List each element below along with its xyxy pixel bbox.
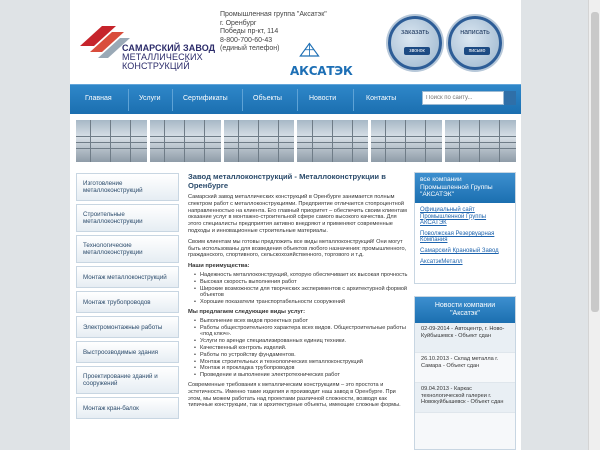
sidebar-item-design[interactable]: Проектирование зданий и сооружений [76, 366, 179, 394]
news-box [414, 296, 516, 450]
advantages-list [188, 272, 410, 306]
aksatek-brand: АКСАТЭК [290, 64, 353, 78]
list-item: • Качественный контроль изделий. [200, 345, 410, 352]
page-scrollbar[interactable] [588, 0, 600, 450]
list-item: • Проведение и выполнение электротехнических работ [200, 372, 410, 379]
list-item: • Хорошие показатели транспортабельности сооружений [200, 299, 410, 306]
photo-2[interactable] [150, 120, 221, 162]
news-heading: Новости компании "Аксатэк" [415, 297, 515, 323]
news-item[interactable]: 26.10.2013 - Склад металла г. Самара - Объект сдан [415, 353, 515, 383]
list-item: • Работы по устройству фундаментов. [200, 352, 410, 359]
sidebar-item-quick-buildings[interactable]: Выстроозводимые здания [76, 341, 179, 363]
news-item[interactable]: 09.04.2013 - Каркас технологической галереи г. Новокуйбышевск - Объект сдан [415, 383, 515, 413]
list-item: • Выполнение всех видов проектных работ [200, 318, 410, 325]
sidebar-item-manufacturing[interactable]: Изготовление металлоконструкций [76, 173, 179, 201]
intro-paragraph: Самарский завод металлических конструкций в Оренбурге занимается полным спектром работ с металлоконструкциями. Предприятие отличается стопроцентной направленностью на клиента. Его главный приоритет – обеспечить своим клиентам оказание услуг в монтажно-строительной сфере самого высокого качества. Для этого специалисты предприятия активно внедряют и применяют современные подходы и инновационные строительные материалы. [188, 194, 407, 234]
list-item: • Надежность металлоконструкций, которую обеспечивает их высокая прочность [200, 272, 410, 279]
offer-paragraph: Своим клиентам мы готовы предложить все виды металлоконструкций! Они могут быть использованы для возведения объектов любого назначения: промышленного, гражданского, спортивного, сельскохозяйственного, торгового и т.д. [188, 238, 407, 259]
companies-box [414, 172, 516, 284]
header-contacts: Промышленная группа "Аксатэк" г. Оренбург Победы пр-кт, 114 8-800-700-60-43 (единый телефон) [220, 11, 327, 52]
photo-3[interactable] [224, 120, 295, 162]
sidebar-item-technological-structures[interactable]: Технологические металлоконструкции [76, 235, 179, 263]
order-call-label: заказать [401, 29, 429, 36]
photo-1[interactable] [76, 120, 147, 162]
aksatek-logo-icon[interactable] [298, 40, 338, 64]
photo-6[interactable] [445, 120, 516, 162]
nav-item-news[interactable]: Новости [309, 95, 337, 102]
nav-item-certificates[interactable]: Сертификаты [183, 95, 228, 102]
services-list [188, 318, 410, 379]
closing-paragraph: Современные требования к металлическим конструкциям – это простота и эстетичность. Именно такие изделия и производит наш завод в Оренбурге. При этом, мы можем работать над проектами различной сложности, возводя как типичные конструкции, так и архитектурные объекты, имеющие сложные формы. [188, 381, 401, 409]
factory-logo-text: САМАРСКИЙ ЗАВОД МЕТАЛЛИЧЕСКИХ КОНСТРУКЦИЙ [122, 43, 216, 71]
photo-4[interactable] [297, 120, 368, 162]
write-letter-label: написать [460, 29, 490, 36]
sidebar-item-building-structures[interactable]: Строительные металлоконструкции [76, 204, 179, 232]
nav-item-objects[interactable]: Объекты [253, 95, 282, 102]
list-item: • Услуги по аренде специализированных единиц техники. [200, 338, 410, 345]
nav-item-contacts[interactable]: Контакты [366, 95, 397, 102]
sidebar-item-pipelines[interactable]: Монтаж трубопроводов [76, 291, 179, 313]
company-link[interactable]: АксатэкМеталл [420, 258, 463, 265]
list-item: • Монтаж и прокладка трубопроводов [200, 365, 410, 372]
write-letter-button[interactable] [448, 16, 502, 70]
advantages-heading: Наши преимущества: [188, 263, 250, 270]
search-input[interactable] [422, 91, 504, 105]
list-item: • Монтаж строительных и технологических металлоконструкций [200, 359, 410, 366]
phone-icon: звонок [404, 47, 430, 55]
services-heading: Мы предлагаем следующие виды услуг: [188, 308, 306, 315]
sidebar-menu [76, 173, 179, 422]
nav-item-services[interactable]: Услуги [139, 95, 161, 102]
main-content [188, 172, 410, 413]
news-item[interactable]: 02-09-2014 - Автоцентр, г. Ново-Куйбышевск - Объект сдан [415, 323, 515, 353]
companies-heading: все компании Промышленной Группы "АКСАТЭК" [415, 173, 515, 203]
sidebar-item-mounting-structures[interactable]: Монтаж металлоконструкций [76, 266, 179, 288]
company-link[interactable]: Официальный сайт Промышленной Группы АКСАТЭК [420, 207, 487, 227]
list-item: • Высокая скорость выполнения работ [200, 279, 410, 286]
company-link[interactable]: Поволжская Резервуарная Компания [420, 230, 495, 244]
sidebar-item-crane-beams[interactable]: Монтаж кран-балок [76, 397, 179, 419]
company-link[interactable]: Самарский Крановый Завод [420, 247, 499, 254]
mail-icon: письмо [464, 47, 490, 55]
search-button[interactable] [504, 91, 516, 105]
photo-strip [76, 120, 516, 162]
nav-item-home[interactable]: Главная [85, 95, 112, 102]
list-item: • Широкие возможности для творческих экспериментов с архитектурной формой объектов [200, 286, 410, 300]
list-item: • Работы общестроительного характера всех видов. Общестроительные работы «под ключ». [200, 325, 410, 339]
page-title: Завод металлоконструкций - Металлоконструкции в Оренбурге [188, 172, 386, 190]
photo-5[interactable] [371, 120, 442, 162]
order-call-button[interactable] [388, 16, 442, 70]
sidebar-item-electrical[interactable]: Электромонтажные работы [76, 316, 179, 338]
scrollbar-thumb[interactable] [591, 12, 599, 312]
